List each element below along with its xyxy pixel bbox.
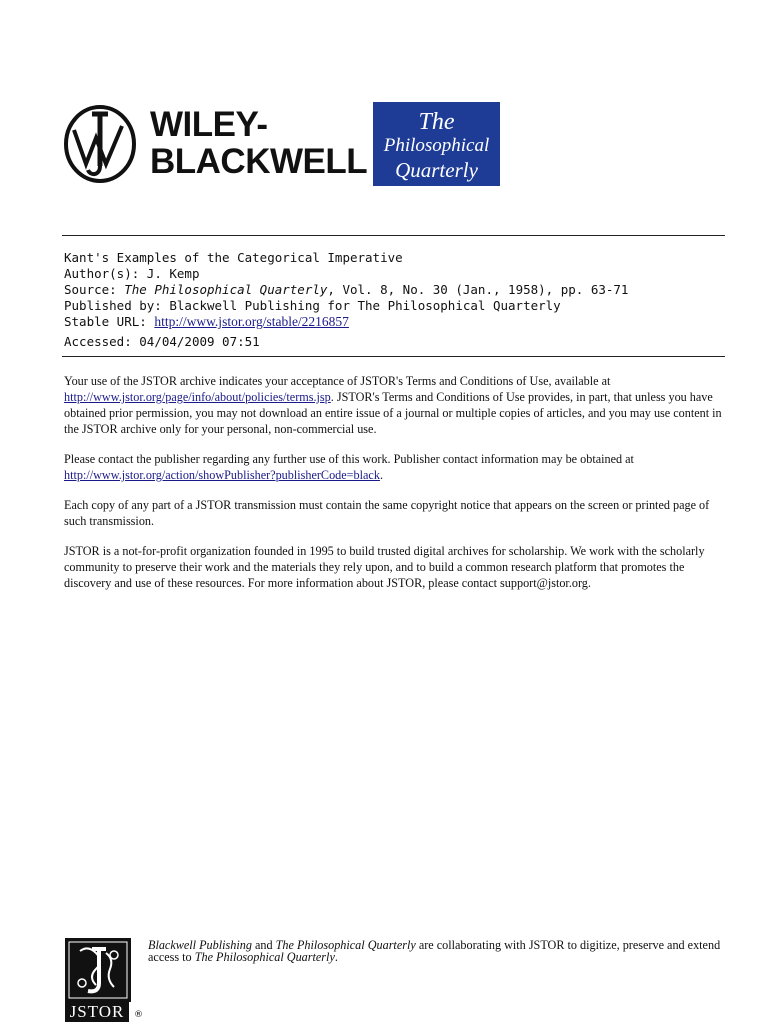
- jstor-emblem-icon: [65, 938, 131, 1002]
- article-metadata: [64, 250, 724, 350]
- terms-link[interactable]: http://www.jstor.org/page/info/about/policies/terms.jsp: [64, 390, 331, 404]
- stable-url-line: Stable URL: http://www.jstor.org/stable/2216857: [64, 314, 349, 329]
- accessed-date: 04/04/2009 07:51: [139, 334, 260, 349]
- notice-paragraph-4: JSTOR is a not-for-profit organization founded in 1995 to build trusted digital archives for scholarship. We work with the scholarly community to preserve their work and the materials they rely upon, and to build a common research platform that promotes the discovery and use of these resources. For more information about JSTOR, please contact support@jstor.org.: [64, 544, 705, 590]
- publisher-wordmark: [150, 106, 367, 180]
- publisher-link[interactable]: http://www.jstor.org/action/showPublisher?publisherCode=black: [64, 468, 380, 482]
- wiley-seal-icon: [62, 104, 138, 184]
- bottom-divider: [62, 356, 725, 357]
- registered-mark: ®: [134, 1010, 143, 1020]
- publisher-name: Blackwell Publishing for The Philosophical Quarterly: [169, 298, 561, 313]
- publisher-line2: BLACKWELL: [150, 142, 368, 181]
- footer-statement: Blackwell Publishing and The Philosophical Quarterly are collaborating with JSTOR to digitize, preserve and extend access to The Philosophical Quarterly.: [148, 938, 721, 964]
- source-detail: , Vol. 8, No. 30 (Jan., 1958), pp. 63-71: [327, 282, 629, 297]
- author-line: Author(s): J. Kemp: [64, 266, 200, 281]
- journal-line1: The: [418, 109, 455, 135]
- accessed-line: Accessed: 04/04/2009 07:51: [64, 334, 260, 349]
- journal-line2: Philosophical: [383, 135, 490, 156]
- wiley-blackwell-logo: [62, 100, 368, 190]
- journal-logo: [373, 102, 500, 186]
- notice-paragraph-3: Each copy of any part of a JSTOR transmission must contain the same copyright notice that appears on the screen or printed page of such transmission.: [64, 498, 710, 528]
- notice-paragraph-1: Your use of the JSTOR archive indicates your acceptance of JSTOR's Terms and Conditions of Use, available at http://www.jstor.org/page/info/about/policies/terms.jsp. JSTOR's Terms and Conditions of Use provides, in part, that unless you have obtained prior permission, you may not download an entire issue of a journal or multiple copies of articles, and you may use content in the JSTOR archive only for your personal, non-commercial use.: [64, 374, 722, 436]
- stable-url-link[interactable]: http://www.jstor.org/stable/2216857: [154, 314, 349, 329]
- journal-line3: Quarterly: [395, 158, 478, 182]
- jstor-wordmark: JSTOR: [65, 1002, 129, 1022]
- source-line: Source: The Philosophical Quarterly, Vol. 8, No. 30 (Jan., 1958), pp. 63-71: [64, 282, 629, 297]
- jstor-logo: [65, 938, 133, 1024]
- author-name: J. Kemp: [146, 266, 200, 281]
- terms-notice: [64, 373, 724, 605]
- article-title: Kant's Examples of the Categorical Imperative: [64, 250, 403, 265]
- notice-paragraph-2: Please contact the publisher regarding any further use of this work. Publisher contact information may be obtained at http://www.jstor.org/action/showPublisher?publisherCode=black.: [64, 452, 634, 482]
- source-journal: The Philosophical Quarterly: [124, 282, 328, 297]
- publisher-line1: WILEY-: [150, 105, 268, 144]
- published-line: Published by: Blackwell Publishing for The Philosophical Quarterly: [64, 298, 561, 313]
- top-divider: [62, 235, 725, 236]
